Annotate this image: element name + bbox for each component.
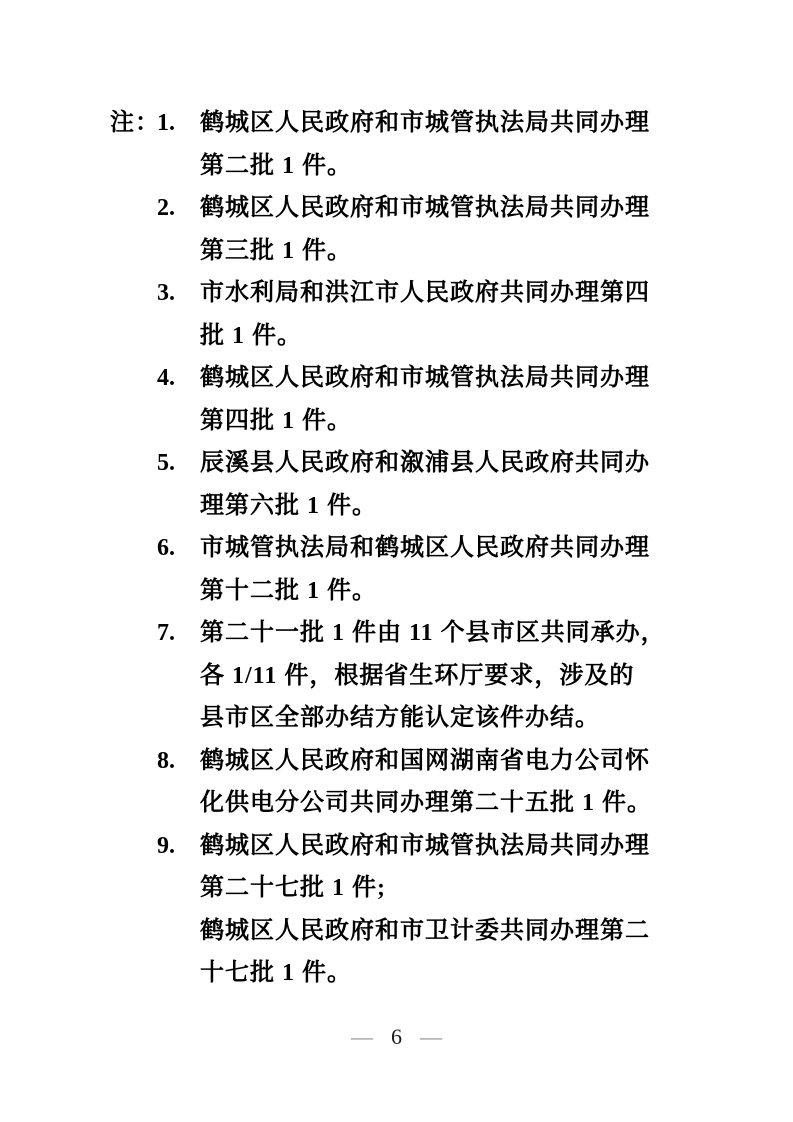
note-item-text xyxy=(200,442,670,527)
note-item xyxy=(157,187,670,272)
note-line: 鹤城区人民政府和市城管执法局共同办理 xyxy=(200,110,650,136)
page-footer xyxy=(0,1022,793,1052)
note-item xyxy=(157,102,670,187)
note-item xyxy=(157,272,670,357)
note-line: 理第六批 1 件。 xyxy=(200,492,377,519)
note-item-number: 3. xyxy=(157,280,175,306)
note-line: 县市区全部办结方能认定该件办结。 xyxy=(200,705,600,731)
note-item-text xyxy=(200,102,670,187)
footer-dash-left-icon: — xyxy=(351,1024,373,1049)
note-item xyxy=(157,740,670,825)
note-label: 注： xyxy=(110,110,160,136)
notes-section xyxy=(110,102,670,995)
note-line: 鹤城区人民政府和市城管执法局共同办理 xyxy=(200,195,650,221)
note-item xyxy=(157,357,670,442)
note-line: 第二十七批 1 件; xyxy=(200,875,386,901)
note-line: 鹤城区人民政府和市城管执法局共同办理 xyxy=(200,365,650,391)
note-line: 第四批 1 件。 xyxy=(200,407,352,434)
note-item xyxy=(157,825,670,995)
note-line: 鹤城区人民政府和国网湖南省电力公司怀 xyxy=(200,747,650,774)
note-line: 辰溪县人民政府和溆浦县人民政府共同办 xyxy=(200,450,650,476)
note-item-number: 8. xyxy=(157,747,175,774)
note-item xyxy=(157,442,670,527)
note-item-text xyxy=(200,825,670,995)
note-line: 第三批 1 件。 xyxy=(200,237,352,264)
note-items-list xyxy=(157,102,670,995)
note-line: 批 1 件。 xyxy=(200,322,302,349)
note-item-text xyxy=(200,740,670,825)
note-line: 市城管执法局和鹤城区人民政府共同办理 xyxy=(200,535,650,561)
note-item-number: 2. xyxy=(157,195,175,221)
note-line: 化供电分公司共同办理第二十五批 1 件。 xyxy=(200,790,652,816)
note-line: 第二十一批 1 件由 11 个县市区共同承办， xyxy=(200,620,666,646)
note-line: 鹤城区人民政府和市卫计委共同办理第二 xyxy=(200,917,650,944)
note-item-text xyxy=(200,187,670,272)
note-item-number: 1. xyxy=(157,110,175,136)
note-item-number: 7. xyxy=(157,620,175,646)
note-item-text xyxy=(200,612,670,740)
note-item-number: 6. xyxy=(157,535,175,561)
note-item-text xyxy=(200,272,670,357)
note-line: 各 1/11 件，根据省生环厅要求，涉及的 xyxy=(200,662,635,689)
note-line: 十七批 1 件。 xyxy=(200,960,352,986)
note-item xyxy=(157,612,670,740)
footer-dash-right-icon: — xyxy=(420,1024,442,1049)
note-line: 第十二批 1 件。 xyxy=(200,577,377,604)
page-number: 6 xyxy=(391,1024,402,1049)
note-line: 第二批 1 件。 xyxy=(200,152,352,179)
note-line: 鹤城区人民政府和市城管执法局共同办理 xyxy=(200,832,650,859)
note-item-text xyxy=(200,357,670,442)
note-item-number: 4. xyxy=(157,365,175,391)
note-item-text xyxy=(200,527,670,612)
note-line: 市水利局和洪江市人民政府共同办理第四 xyxy=(200,280,650,306)
note-item-number: 5. xyxy=(157,450,175,476)
note-item xyxy=(157,527,670,612)
note-item-number: 9. xyxy=(157,832,175,859)
